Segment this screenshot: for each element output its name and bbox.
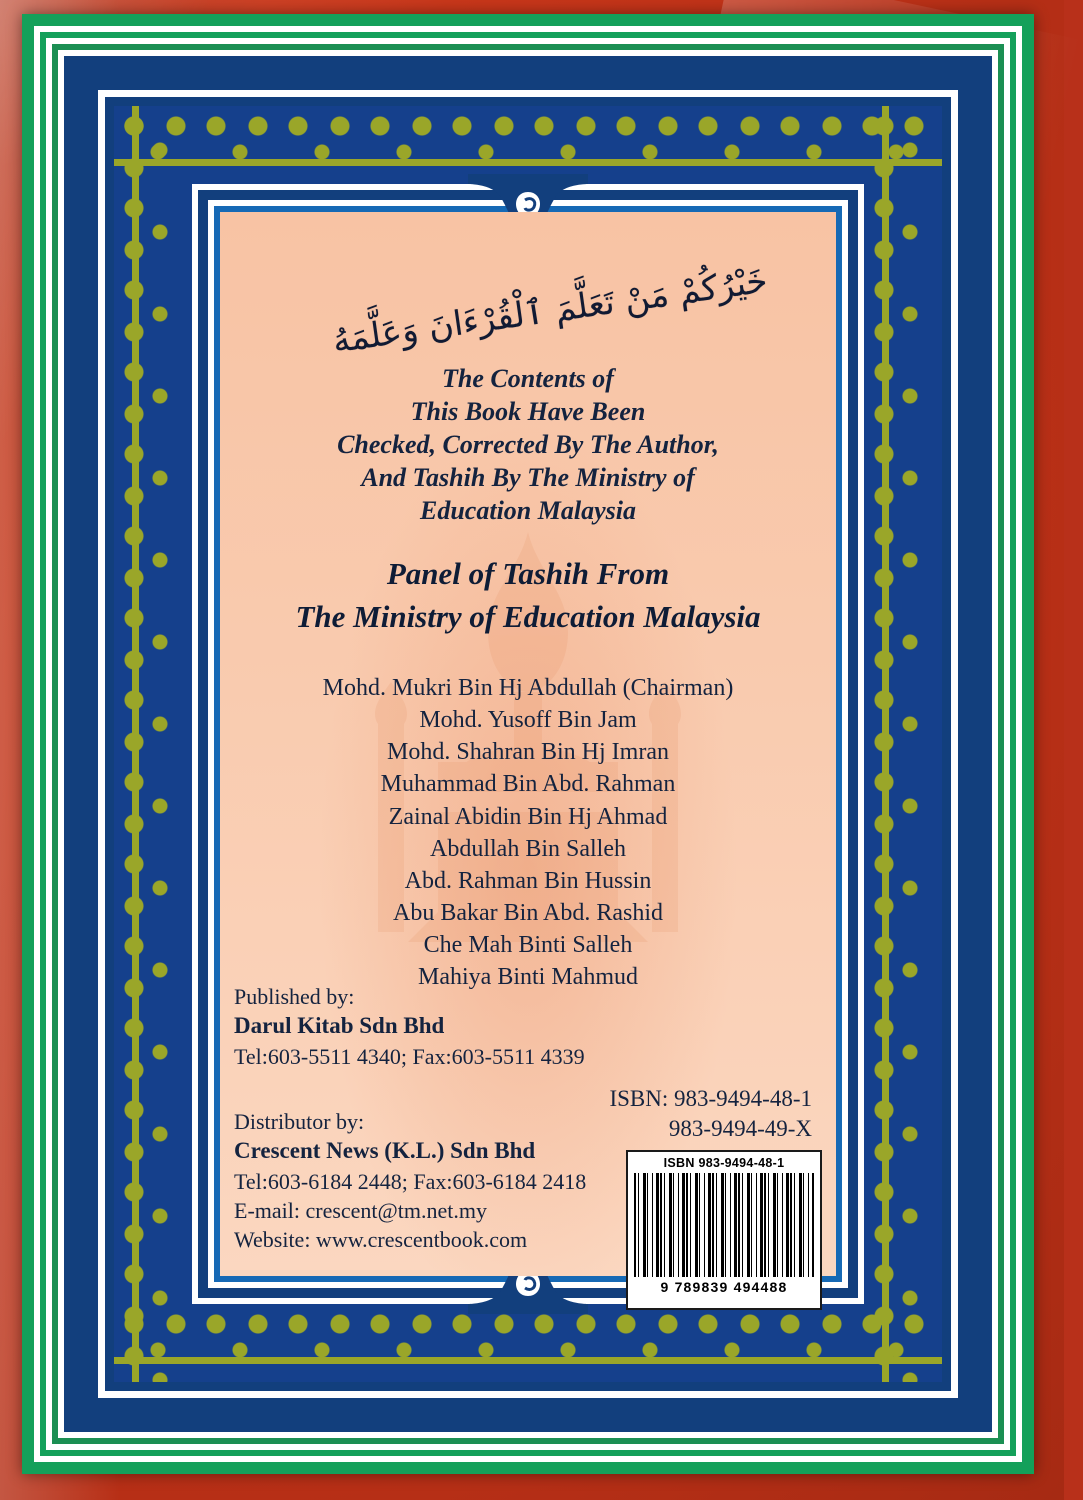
distributor-email: E-mail: crescent@tm.net.my xyxy=(234,1198,488,1224)
isbn-line-1: ISBN: 983-9494-48-1 xyxy=(609,1086,812,1111)
arabesque-right xyxy=(864,106,942,1382)
arabesque-bottom xyxy=(114,1304,942,1382)
arabesque-top xyxy=(114,106,942,184)
publisher-contact: Tel:603-5511 4340; Fax:603-5511 4339 xyxy=(234,1043,585,1069)
list-item: Abdullah Bin Salleh xyxy=(430,835,626,862)
publisher-label: Published by: xyxy=(234,984,355,1009)
list-item: Mohd. Mukri Bin Hj Abdullah (Chairman) xyxy=(322,675,734,701)
distributor-website: Website: www.crescentbook.com xyxy=(234,1227,528,1253)
list-item: Zainal Abidin Bin Hj Ahmad xyxy=(388,803,668,830)
list-item: Mohd. Shahran Bin Hj Imran xyxy=(387,739,669,766)
distributor-name: Crescent News (K.L.) Sdn Bhd xyxy=(234,1138,536,1164)
barcode-label: ISBN 983-9494-48-1 xyxy=(663,1156,785,1170)
list-item: Abu Bakar Bin Abd. Rashid xyxy=(393,900,663,927)
contents-line-1: The Contents of xyxy=(442,364,614,393)
distributor-contact: Tel:603-6184 2448; Fax:603-6184 2418 xyxy=(234,1168,587,1194)
list-item: Abd. Rahman Bin Hussin xyxy=(404,867,652,894)
cover-card xyxy=(22,14,1034,1474)
panel-title-line-1: Panel of Tashih From xyxy=(386,556,670,591)
panel-members-list xyxy=(220,672,836,994)
barcode-box xyxy=(626,1150,822,1310)
contents-line-5: Education Malaysia xyxy=(420,496,636,526)
list-item: Che Mah Binti Salleh xyxy=(423,932,633,959)
list-item: Mohd. Yusoff Bin Jam xyxy=(419,707,637,734)
list-item: Muhammad Bin Abd. Rahman xyxy=(380,771,676,798)
inner-panel xyxy=(220,212,836,1295)
arabic-hadith-text: خَيْرُكُمْ مَنْ تَعَلَّمَ ٱلْقُرْءَانَ وَعَلَّمَهُ xyxy=(330,260,770,362)
isbn-block xyxy=(609,1084,812,1144)
publisher-name: Darul Kitab Sdn Bhd xyxy=(234,1013,445,1039)
distributor-block xyxy=(234,1107,586,1255)
cover-text-content xyxy=(220,212,836,1295)
contents-statement xyxy=(220,362,836,527)
distributor-label: Distributor by: xyxy=(234,1109,365,1134)
barcode-bars-icon xyxy=(634,1173,814,1277)
arabesque-left xyxy=(114,106,192,1382)
list-item: Mahiya Binti Mahmud xyxy=(418,964,638,991)
contents-line-4: And Tashih By The Ministry of xyxy=(361,463,695,493)
panel-title-line-2: The Ministry of Education Malaysia xyxy=(295,599,761,635)
contents-line-2: This Book Have Been xyxy=(410,397,646,427)
panel-of-tashih-title xyxy=(220,552,836,639)
isbn-line-2: 983-9494-49-X xyxy=(668,1115,812,1141)
contents-line-3: Checked, Corrected By The Author, xyxy=(337,430,719,460)
publisher-block xyxy=(234,982,585,1071)
barcode-number: 9 789839 494488 xyxy=(660,1279,788,1295)
